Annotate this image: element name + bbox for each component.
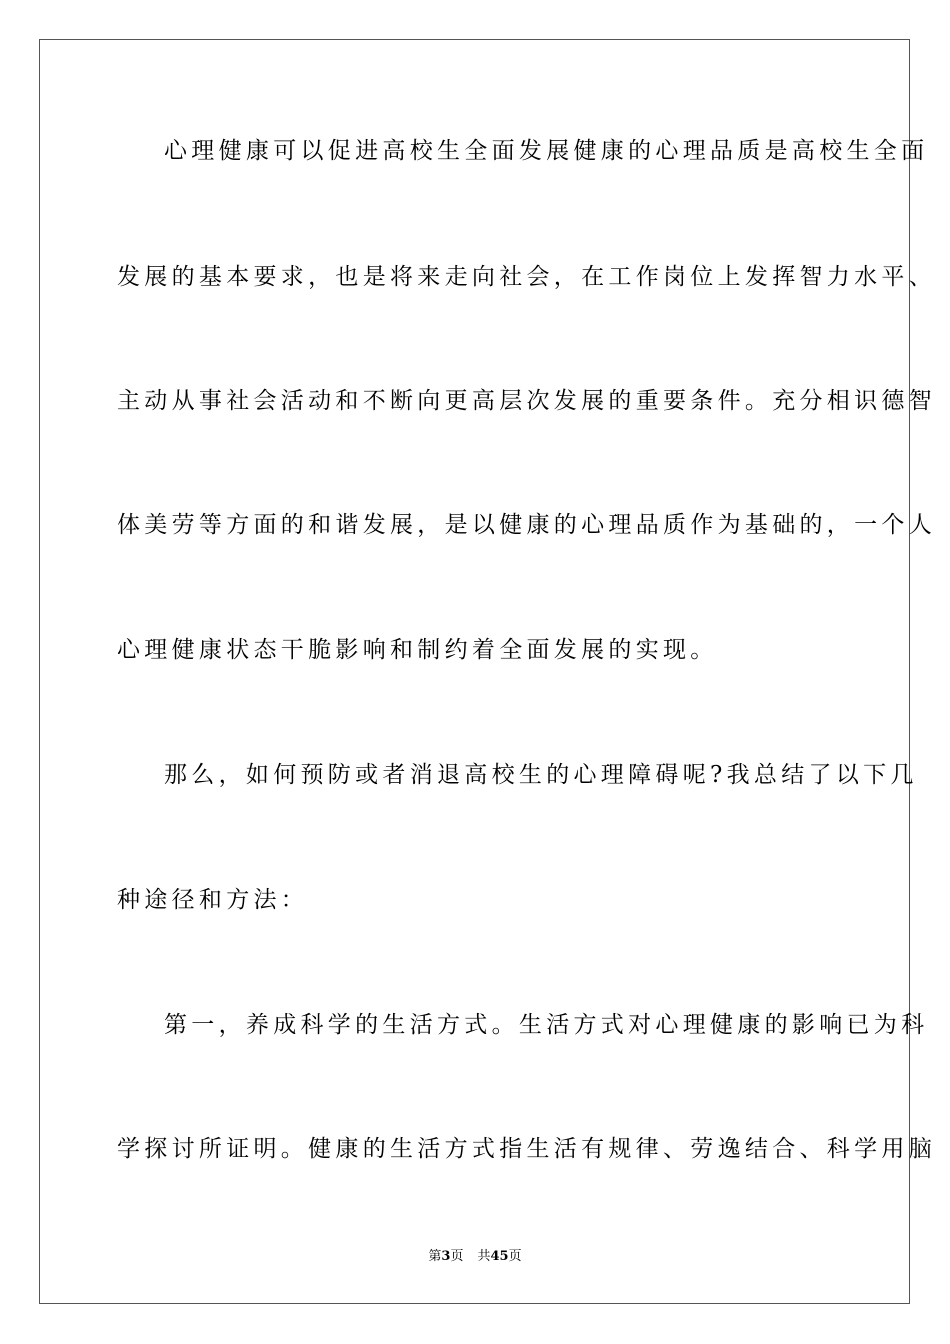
paragraph-line: 那么，如何预防或者消退高校生的心理障碍呢?我总结了以下几 — [164, 762, 918, 788]
total-prefix: 共 — [477, 1249, 491, 1264]
page-border — [39, 39, 936, 1304]
paragraph-line: 体美劳等方面的和谐发展，是以健康的心理品质作为基础的，一个人 — [117, 512, 936, 538]
paragraph-line: 心理健康可以促进高校生全面发展健康的心理品质是高校生全面 — [164, 138, 929, 164]
paragraph-line: 种途径和方法： — [117, 887, 309, 913]
paragraph-line: 主动从事社会活动和不断向更高层次发展的重要条件。充分相识德智 — [117, 388, 936, 414]
paragraph-line: 心理健康状态干脆影响和制约着全面发展的实现。 — [117, 637, 718, 663]
total-pages: 45 — [490, 1249, 509, 1264]
page-prefix: 第 — [428, 1249, 442, 1264]
page-suffix: 页 — [450, 1249, 464, 1264]
paragraph-line: 学探讨所证明。健康的生活方式指生活有规律、劳逸结合、科学用脑 — [117, 1136, 936, 1162]
total-suffix: 页 — [508, 1249, 522, 1264]
page-number: 3 — [441, 1249, 451, 1264]
paragraph-line: 发展的基本要求，也是将来走向社会，在工作岗位上发挥智力水平、 — [117, 264, 936, 290]
page-footer — [0, 1248, 950, 1266]
paragraph-line: 第一，养成科学的生活方式。生活方式对心理健康的影响已为科 — [164, 1012, 929, 1038]
